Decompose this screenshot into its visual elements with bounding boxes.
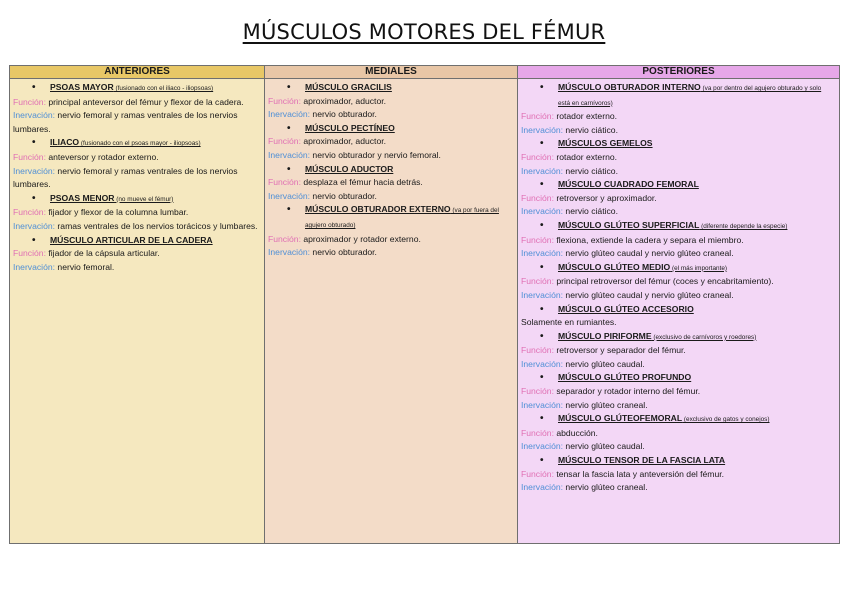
muscle-item	[521, 178, 835, 219]
funcion-label: Función:	[521, 192, 554, 203]
funcion-value: retroversor y separador del fémur.	[553, 345, 686, 356]
muscle-item	[521, 261, 835, 303]
funcion-row	[521, 234, 835, 248]
funcion-label: Función:	[521, 276, 554, 287]
inervacion-label: Inervación:	[521, 248, 564, 259]
muscle-name	[305, 122, 513, 136]
muscle-item	[521, 137, 835, 178]
muscle-name	[558, 371, 835, 385]
funcion-row	[521, 192, 835, 206]
muscle-name	[50, 136, 260, 151]
inervacion-label: Inervación:	[521, 206, 564, 217]
inervacion-label: Inervación:	[268, 190, 311, 201]
funcion-row	[521, 468, 835, 482]
funcion-row	[13, 206, 260, 220]
muscle-name	[558, 81, 835, 110]
muscle-note: (el más importante)	[670, 264, 728, 272]
funcion-row	[13, 151, 260, 165]
inervacion-label: Inervación:	[13, 220, 56, 231]
inervacion-row	[521, 165, 835, 179]
funcion-value: abducción.	[553, 427, 598, 438]
inervacion-label: Inervación:	[521, 165, 564, 176]
muscle-item	[521, 219, 835, 261]
muscle-name-text: MÚSCULO ARTICULAR DE LA CADERA	[50, 234, 213, 245]
inervacion-row	[13, 220, 260, 234]
funcion-row	[521, 110, 835, 124]
inervacion-row	[521, 247, 835, 261]
funcion-row	[13, 96, 260, 110]
inervacion-row	[521, 205, 835, 219]
inervacion-value: nervio ciático.	[563, 206, 618, 217]
funcion-value: rotador externo.	[553, 151, 618, 162]
muscle-note: (exclusivo de carnívoros y roedores)	[651, 333, 757, 341]
muscle-item	[268, 203, 513, 259]
muscle-item	[268, 81, 513, 122]
inervacion-label: Inervación:	[521, 441, 564, 452]
column-anteriores	[10, 79, 265, 544]
inervacion-value: nervio femoral y ramas ventrales de los nervios lumbares.	[13, 165, 238, 190]
funcion-label: Función:	[268, 136, 301, 147]
muscles-table	[9, 65, 840, 544]
inervacion-value: nervio femoral.	[55, 261, 115, 272]
funcion-row	[521, 151, 835, 165]
funcion-value: principal retroversor del fémur (coces y encabritamiento).	[553, 276, 774, 287]
inervacion-row	[521, 481, 835, 495]
muscle-name-text: MÚSCULO PIRIFORME	[558, 330, 652, 341]
funcion-row	[521, 275, 835, 289]
inervacion-value: nervio glúteo caudal.	[563, 358, 645, 369]
muscle-name	[305, 203, 513, 232]
muscle-name	[305, 81, 513, 95]
muscle-item	[521, 412, 835, 454]
inervacion-row	[521, 289, 835, 303]
funcion-row	[268, 95, 513, 109]
column-mediales	[265, 79, 518, 544]
muscle-item	[521, 330, 835, 372]
funcion-value: principal anteversor del fémur y flexor de la cadera.	[45, 96, 244, 107]
inervacion-value: nervio glúteo craneal.	[563, 482, 648, 493]
funcion-row	[521, 385, 835, 399]
inervacion-label: Inervación:	[268, 109, 311, 120]
funcion-value: flexiona, extiende la cadera y separa el miembro.	[553, 234, 744, 245]
muscle-name-text: MÚSCULO GLÚTEO MEDIO	[558, 261, 671, 272]
muscle-name	[50, 81, 260, 96]
funcion-label: Función:	[13, 248, 46, 259]
muscle-name	[558, 330, 835, 345]
funcion-label: Función:	[521, 234, 554, 245]
funcion-row	[268, 135, 513, 149]
inervacion-value: nervio obturador.	[310, 109, 377, 120]
column-header-anteriores: ANTERIORES	[10, 66, 265, 79]
inervacion-value: nervio glúteo caudal.	[563, 441, 645, 452]
funcion-row	[521, 427, 835, 441]
inervacion-label: Inervación:	[268, 247, 311, 258]
inervacion-label: Inervación:	[521, 124, 564, 135]
muscle-name-text: ILIACO	[50, 137, 80, 148]
inervacion-value: nervio glúteo caudal y nervio glúteo craneal.	[563, 248, 734, 259]
muscle-description: Solamente en rumiantes.	[521, 317, 617, 328]
funcion-label: Función:	[521, 386, 554, 397]
muscle-name	[305, 163, 513, 177]
inervacion-label: Inervación:	[521, 289, 564, 300]
muscle-name-text: MÚSCULO CUADRADO FEMORAL	[558, 179, 699, 190]
muscle-name-text: MÚSCULO OBTURADOR INTERNO	[558, 82, 701, 92]
inervacion-row	[521, 358, 835, 372]
funcion-value: desplaza el fémur hacia detrás.	[300, 177, 423, 188]
muscle-item	[521, 303, 835, 330]
inervacion-row	[13, 109, 260, 136]
muscle-name-text: MÚSCULO PECTÍNEO	[305, 122, 395, 133]
muscle-item	[521, 371, 835, 412]
funcion-label: Función:	[268, 177, 301, 188]
funcion-value: fijador y flexor de la columna lumbar.	[45, 207, 189, 218]
inervacion-row	[268, 149, 513, 163]
funcion-value: aproximador, aductor.	[300, 136, 386, 147]
funcion-value: anteversor y rotador externo.	[45, 151, 159, 162]
funcion-label: Función:	[13, 151, 46, 162]
inervacion-label: Inervación:	[268, 149, 311, 160]
muscle-name-text: MÚSCULO GLÚTEO PROFUNDO	[558, 372, 692, 383]
muscle-name-text: MÚSCULO OBTURADOR EXTERNO	[305, 204, 451, 215]
inervacion-value: nervio obturador.	[310, 190, 377, 201]
muscle-name-text: MÚSCULOS GEMELOS	[558, 138, 653, 149]
column-header-mediales: MEDIALES	[265, 66, 518, 79]
funcion-row	[268, 233, 513, 247]
inervacion-value: nervio femoral y ramas ventrales de los nervios lumbares.	[13, 110, 238, 134]
muscle-item	[13, 192, 260, 234]
muscle-note: (fusionado con el psoas mayor - iliopsoas)	[79, 140, 201, 148]
muscle-note: (diferente depende la especie)	[699, 222, 788, 230]
inervacion-label: Inervación:	[13, 261, 56, 272]
inervacion-row	[521, 399, 835, 413]
muscle-name-text: PSOAS MENOR	[50, 192, 115, 203]
inervacion-value: ramas ventrales de los nervios torácicos y lumbares.	[55, 220, 258, 231]
funcion-label: Función:	[13, 207, 46, 218]
inervacion-label: Inervación:	[13, 110, 56, 121]
muscle-name	[558, 454, 835, 468]
muscle-note: (va por fuera del agujero obturado)	[305, 207, 499, 229]
funcion-value: separador y rotador interno del fémur.	[553, 386, 701, 397]
funcion-label: Función:	[521, 345, 554, 356]
inervacion-value: nervio ciático.	[563, 165, 618, 176]
muscle-item	[13, 136, 260, 191]
muscle-item	[13, 234, 260, 275]
inervacion-value: nervio obturador y nervio femoral.	[310, 149, 441, 160]
funcion-value: aproximador y rotador externo.	[300, 233, 421, 244]
muscle-name	[558, 137, 835, 151]
inervacion-value: nervio glúteo craneal.	[563, 399, 648, 410]
muscle-name	[50, 234, 260, 248]
muscle-name-text: MÚSCULO TENSOR DE LA FASCIA LATA	[558, 455, 726, 466]
muscle-item	[268, 122, 513, 163]
inervacion-label: Inervación:	[521, 399, 564, 410]
inervacion-value: nervio glúteo caudal y nervio glúteo craneal.	[563, 289, 734, 300]
funcion-row	[13, 247, 260, 261]
muscle-name-text: MÚSCULO ADUCTOR	[305, 163, 394, 174]
funcion-label: Función:	[521, 468, 554, 479]
muscle-name-text: MÚSCULO GLÚTEOFEMORAL	[558, 413, 683, 424]
inervacion-label: Inervación:	[521, 482, 564, 493]
muscle-name-text: PSOAS MAYOR	[50, 82, 114, 92]
inervacion-row	[13, 165, 260, 192]
inervacion-row	[13, 261, 260, 275]
column-header-posteriores: POSTERIORES	[518, 66, 840, 79]
funcion-label: Función:	[521, 151, 554, 162]
funcion-label: Función:	[521, 111, 554, 122]
inervacion-label: Inervación:	[13, 165, 56, 176]
muscle-item	[13, 81, 260, 136]
funcion-value: aproximador, aductor.	[300, 95, 386, 106]
muscle-name-text: MÚSCULO GLÚTEO SUPERFICIAL	[558, 219, 700, 230]
funcion-value: rotador externo.	[553, 111, 618, 122]
inervacion-row	[521, 440, 835, 454]
inervacion-row	[521, 124, 835, 138]
inervacion-value: nervio obturador.	[310, 247, 377, 258]
muscle-name	[558, 261, 835, 276]
funcion-label: Función:	[268, 95, 301, 106]
column-posteriores	[518, 79, 840, 544]
muscle-name-text: MÚSCULO GRACILIS	[305, 82, 392, 92]
funcion-label: Función:	[268, 233, 301, 244]
inervacion-row	[268, 190, 513, 204]
muscle-item	[268, 163, 513, 204]
funcion-value: tensar la fascia lata y anteversión del fémur.	[553, 468, 725, 479]
funcion-value: retroversor y aproximador.	[553, 192, 657, 203]
inervacion-row	[268, 108, 513, 122]
muscle-note: (no mueve el fémur)	[114, 195, 174, 203]
muscle-note: (exclusivo de gatos y conejos)	[682, 416, 770, 424]
funcion-value: fijador de la cápsula articular.	[45, 248, 160, 259]
muscle-note: (va por dentro del agujero obturado y solo está en carnívoros)	[558, 85, 822, 107]
muscle-name	[558, 303, 835, 317]
funcion-label: Función:	[13, 96, 46, 107]
muscle-name-text: MÚSCULO GLÚTEO ACCESORIO	[558, 303, 694, 314]
inervacion-label: Inervación:	[521, 358, 564, 369]
funcion-label: Función:	[521, 427, 554, 438]
muscle-note: (fusionado con el iliaco - iliopsoas)	[113, 85, 214, 92]
muscle-name	[50, 192, 260, 207]
muscle-item	[521, 81, 835, 137]
muscle-name	[558, 178, 835, 192]
muscle-name	[558, 219, 835, 234]
muscle-item	[521, 454, 835, 495]
page-title: MÚSCULOS MOTORES DEL FÉMUR	[242, 20, 606, 44]
funcion-row	[521, 344, 835, 358]
muscle-name	[558, 412, 835, 427]
funcion-row	[268, 176, 513, 190]
inervacion-value: nervio ciático.	[563, 124, 618, 135]
inervacion-row	[268, 246, 513, 260]
